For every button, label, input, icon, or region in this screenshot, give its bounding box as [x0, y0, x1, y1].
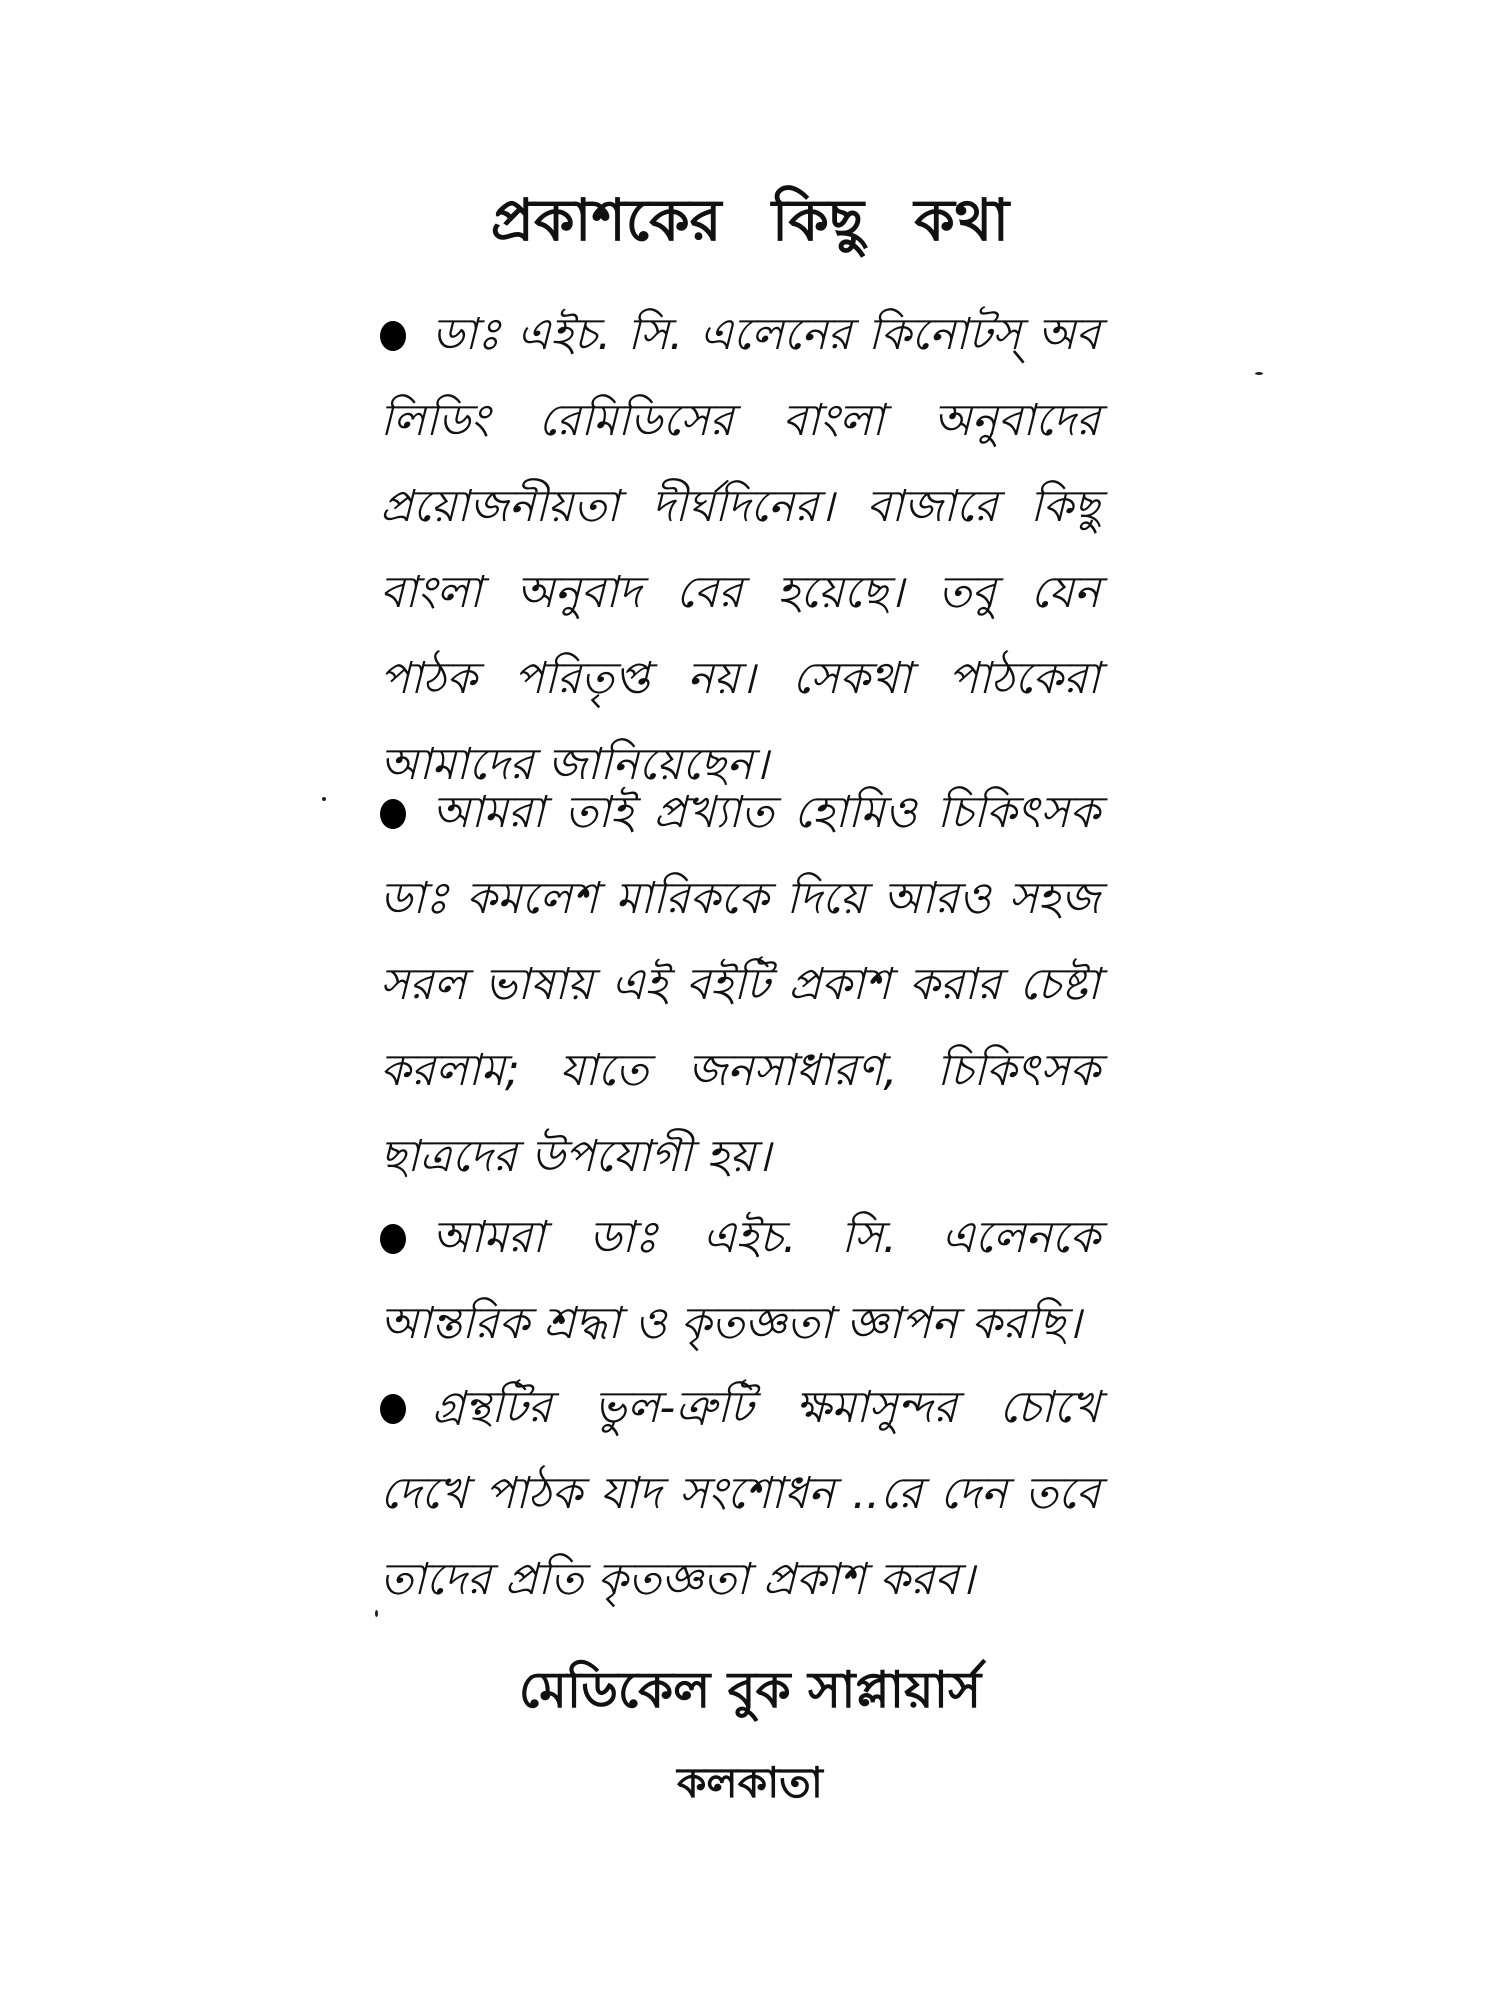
paragraph-2: [380, 770, 1100, 1200]
paragraph-2-text: আমরা তাই প্রখ্যাত হোমিও চিকিৎসক ডাঃ কমলেশ মারিককে দিয়ে আরও সহজ সরল ভাষায় এই বইটি প্রকাশ করার চেষ্টা করলাম; যাতে জনসাধারণ, চিকিৎসক ছাত্রদের উপযোগী হয়।: [380, 787, 1100, 1182]
page-title: প্রকাশকের কিছু কথা: [490, 186, 1010, 254]
scan-speck: [1255, 372, 1263, 375]
paragraph-3-text: আমরা ডাঃ এইচ. সি. এলেনকে আন্তরিক শ্রদ্ধা ও কৃতজ্ঞতা জ্ঞাপন করছি।: [380, 1212, 1100, 1349]
bullet-icon: [380, 1394, 406, 1424]
bullet-icon: [380, 799, 406, 829]
paragraph-1-text: ডাঃ এইচ. সি. এলেনের কিনোটস্ অব লিডিং রেমিডিসের বাংলা অনুবাদের প্রয়োজনীয়তা দীর্ঘদিনের। বাজারে কিছু বাংলা অনুবাদ বের হয়েছে। তবু যেন পাঠক পরিতৃপ্ত নয়। সেকথা পাঠকেরা আমাদের জানিয়েছেন।: [380, 309, 1100, 790]
bullet-icon: [380, 321, 406, 351]
paragraph-3: [380, 1195, 1100, 1367]
paragraph-4-text: গ্রন্থটির ভুল-ত্রুটি ক্ষমাসুন্দর চোখে দেখে পাঠক যাদ সংশোধন ..রে দেন তবে তাদের প্রতি কৃতজ্ঞতা প্রকাশ করব।: [380, 1382, 1100, 1605]
scan-speck: [322, 797, 326, 801]
publisher-city: কলকাতা: [677, 1758, 823, 1807]
paragraph-4: [380, 1365, 1100, 1623]
scan-speck: [375, 1610, 378, 1617]
bullet-icon: [380, 1224, 406, 1254]
paragraph-1: [380, 292, 1100, 808]
publisher-name: মেডিকেল বুক সাপ্লায়ার্স: [518, 1661, 982, 1719]
